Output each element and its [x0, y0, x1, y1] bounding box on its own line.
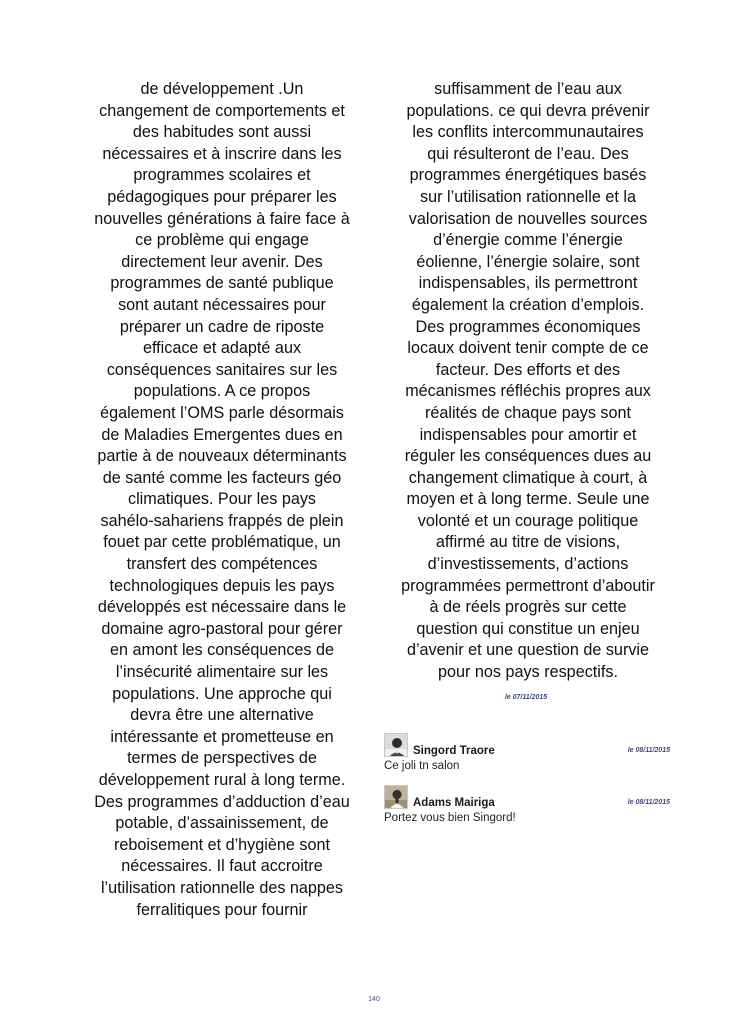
text-line: d’avenir et une question de survie — [406, 641, 650, 660]
text-line: également la création d’emplois. — [411, 295, 645, 314]
text-line: moyen et à long terme. Seule une — [406, 490, 650, 509]
user-photo-icon — [385, 786, 408, 809]
comment — [384, 785, 674, 825]
text-line: indispensables pour amortir et — [419, 425, 637, 444]
text-line: Des programmes économiques — [415, 317, 641, 336]
text-line: potable, d’assainissement, de — [115, 814, 329, 833]
comment-text: Portez vous bien Singord! — [384, 812, 516, 824]
text-line: populations. A ce propos — [133, 382, 311, 401]
text-line: devra être une alternative — [130, 706, 314, 725]
text-line: développés est nécessaire dans le — [97, 598, 347, 617]
user-photo-icon — [385, 734, 408, 757]
text-line: sur l’utilisation rationnelle et la — [420, 187, 636, 206]
text-line: réalités de chaque pays sont — [424, 403, 632, 422]
text-line: programmes de santé publique — [110, 274, 334, 293]
text-line: indispensables, ils permettront — [418, 274, 638, 293]
text-line: locaux doivent tenir compte de ce — [407, 339, 649, 358]
comment-date: le 08/11/2015 — [627, 799, 670, 806]
text-line: populations. Une approche qui — [112, 684, 332, 703]
text-line: de santé comme les facteurs géo — [102, 468, 342, 487]
text-line: intéressante et prometteuse en — [110, 727, 334, 746]
post-date: le 07/11/2015 — [504, 694, 548, 701]
comment-author[interactable]: Singord Traore — [413, 745, 495, 757]
text-line: programmées permettront d’aboutir — [401, 576, 655, 595]
text-line: changement climatique à court, à — [408, 468, 648, 487]
text-line: à de réels progrès sur cette — [429, 598, 627, 617]
text-line: ce problème qui engage — [135, 231, 309, 250]
text-line: nouvelles générations à faire face à — [94, 209, 350, 228]
page-number: 140 — [368, 996, 380, 1003]
text-line: également l’OMS parle désormais — [100, 403, 344, 422]
text-line: des habitudes sont aussi — [132, 123, 312, 142]
text-line: d’investissements, d’actions — [427, 555, 629, 574]
text-line: partie à de nouveaux déterminants — [97, 447, 347, 466]
text-line: directement leur avenir. Des — [121, 252, 323, 271]
text-line: programmes scolaires et — [133, 166, 311, 185]
text-line: conséquences sanitaires sur les — [106, 360, 338, 379]
text-line: de développement .Un — [140, 80, 304, 98]
text-line: préparer un cadre de riposte — [119, 317, 325, 336]
text-line: d’énergie comme l’énergie — [433, 231, 623, 250]
text-line: mécanismes réfléchis propres aux — [405, 382, 651, 401]
text-line: programmes énergétiques basés — [409, 166, 647, 185]
text-line: nécessaires. Il faut accroitre — [121, 857, 323, 876]
text-line: sahélo-sahariens frappés de plein — [100, 511, 344, 530]
text-line: efficace et adapté aux — [142, 339, 302, 358]
text-line: Des programmes d’adduction d’eau — [94, 792, 350, 811]
text-line: développement rural à long terme. — [98, 771, 346, 789]
text-line: reboisement et d’hygiène sont — [114, 835, 330, 854]
text-line: climatiques. Pour les pays — [127, 490, 317, 509]
text-line: réguler les conséquences dues au — [404, 447, 652, 466]
text-line: termes de perspectives de — [127, 749, 317, 768]
article-left-column — [76, 79, 368, 921]
text-line: technologiques depuis les pays — [109, 576, 335, 595]
comment — [384, 733, 674, 773]
text-line: qui résulteront de l’eau. Des — [427, 144, 629, 163]
text-line: ferralitiques pour fournir — [136, 900, 308, 919]
avatar[interactable] — [384, 785, 408, 809]
comment-text: Ce joli tn salon — [384, 760, 460, 772]
comment-date: le 08/11/2015 — [627, 747, 670, 754]
text-line: valorisation de nouvelles sources — [408, 209, 648, 228]
text-line: pédagogiques pour préparer les — [107, 187, 337, 206]
text-line: éolienne, l’énergie solaire, sont — [416, 252, 640, 271]
text-line: nécessaires et à inscrire dans les — [102, 144, 342, 163]
text-line: l’insécurité alimentaire sur les — [115, 663, 329, 682]
text-line: transfert des compétences — [126, 555, 318, 574]
text-line: de Maladies Emergentes dues en — [101, 425, 343, 444]
text-line: suffisamment de l’eau aux — [434, 80, 622, 98]
text-line: sont autant nécessaires pour — [118, 295, 326, 314]
avatar[interactable] — [384, 733, 408, 757]
comment-author[interactable]: Adams Mairiga — [413, 797, 495, 809]
text-line: fouet par cette problématique, un — [103, 533, 341, 552]
text-line: domaine agro-pastoral pour gérer — [101, 619, 343, 638]
text-line: changement de comportements et — [99, 101, 345, 120]
article-right-column — [383, 79, 673, 684]
text-line: en amont les conséquences de — [109, 641, 335, 660]
text-line: les conflits intercommunautaires — [412, 123, 644, 142]
text-line: facteur. Des efforts et des — [435, 360, 621, 379]
text-line: question qui constitue un enjeu — [416, 619, 640, 638]
text-line: populations. ce qui devra prévenir — [406, 101, 650, 120]
text-line: affirmé au titre de visions, — [435, 533, 621, 552]
text-line: volonté et un courage politique — [417, 511, 639, 530]
text-line: l’utilisation rationnelle des nappes — [100, 878, 344, 897]
text-line: pour nos pays respectifs. — [438, 663, 618, 682]
